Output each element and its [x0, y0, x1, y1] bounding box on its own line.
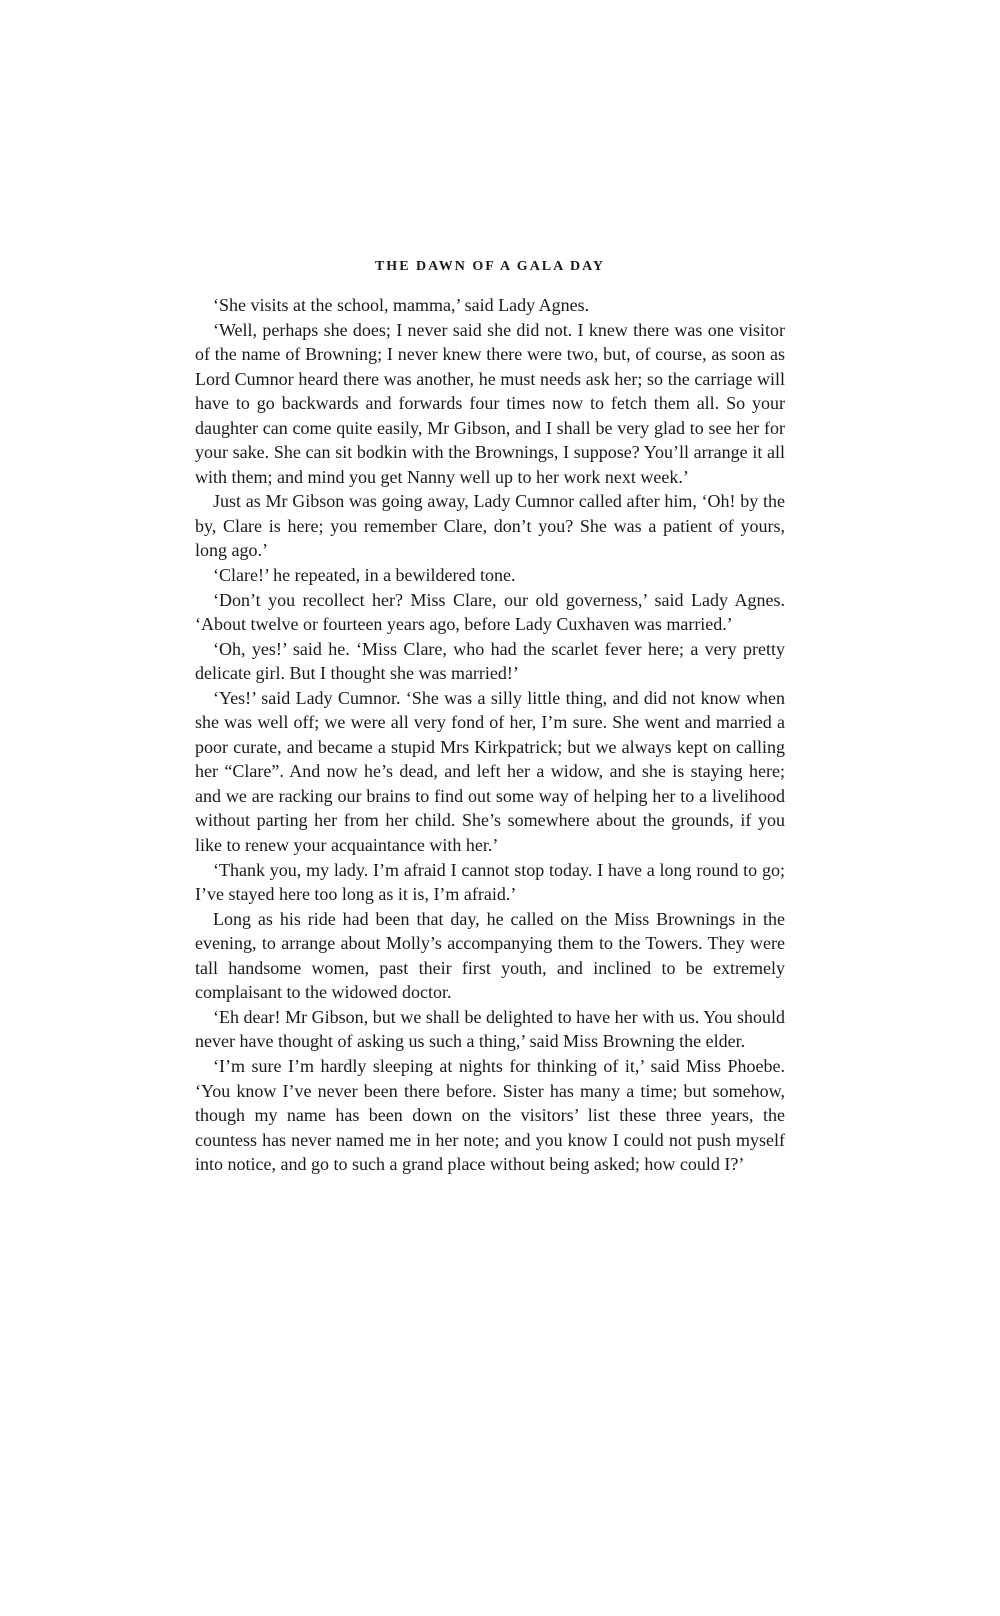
paragraph: ‘Oh, yes!’ said he. ‘Miss Clare, who had the scarlet fever here; a very pretty delicate girl. But I thought she was married!’ — [195, 638, 785, 684]
paragraph: Long as his ride had been that day, he called on the Miss Brownings in the evening, to arrange about Molly’s accompanying them to the Towers. They were tall handsome women, past their first youth, and inclined to be extremely complaisant to the widowed doctor. — [195, 908, 785, 1003]
paragraph: ‘Thank you, my lady. I’m afraid I cannot stop today. I have a long round to go; I’ve stayed here too long as it is, I’m afraid.’ — [195, 859, 785, 905]
paragraph: ‘Eh dear! Mr Gibson, but we shall be delighted to have her with us. You should never have thought of asking us such a thing,’ said Miss Browning the elder. — [195, 1006, 785, 1052]
paragraph: ‘I’m sure I’m hardly sleeping at nights for thinking of it,’ said Miss Phoebe. ‘You know I’ve never been there before. Sister has many a time; but somehow, though my name has been down on the visitors’ list these three years, the countess has never named me in her note; and you know I could not push myself into notice, and go to such a grand place without being asked; how could I?’ — [195, 1055, 785, 1175]
paragraph: ‘Don’t you recollect her? Miss Clare, our old governess,’ said Lady Agnes. ‘About twelve or fourteen years ago, before Lady Cuxhaven was married.’ — [195, 589, 785, 635]
body-text — [195, 293, 785, 1177]
paragraph: ‘Well, perhaps she does; I never said she did not. I knew there was one visitor of the name of Browning; I never knew there were two, but, of course, as soon as Lord Cumnor heard there was another, he must needs ask her; so the carriage will have to go backwards and forwards four times now to fetch them all. So your daughter can come quite easily, Mr Gibson, and I shall be very glad to see her for your sake. She can sit bodkin with the Brownings, I suppose? You’ll arrange it all with them; and mind you get Nanny well up to her work next week.’ — [195, 319, 785, 487]
paragraph: ‘Clare!’ he repeated, in a bewildered tone. — [213, 565, 516, 586]
paragraph: ‘She visits at the school, mamma,’ said Lady Agnes. — [213, 295, 590, 315]
running-head: THE DAWN OF A GALA DAY — [374, 259, 606, 274]
paragraph: ‘Yes!’ said Lady Cumnor. ‘She was a silly little thing, and did not know when she was well off; we were all very fond of her, I’m sure. She went and married a poor curate, and became a stupid Mrs Kirkpatrick; but we always kept on calling her “Clare”. And now he’s dead, and left her a widow, and she is staying here; and we are racking our brains to find out some way of helping her to a livelihood without parting her from her child. She’s somewhere about the grounds, if you like to renew your acquaintance with her.’ — [195, 687, 785, 856]
paragraph: Just as Mr Gibson was going away, Lady Cumnor called after him, ‘Oh! by the by, Clare is here; you remember Clare, don’t you? She was a patient of yours, long ago.’ — [195, 491, 785, 561]
